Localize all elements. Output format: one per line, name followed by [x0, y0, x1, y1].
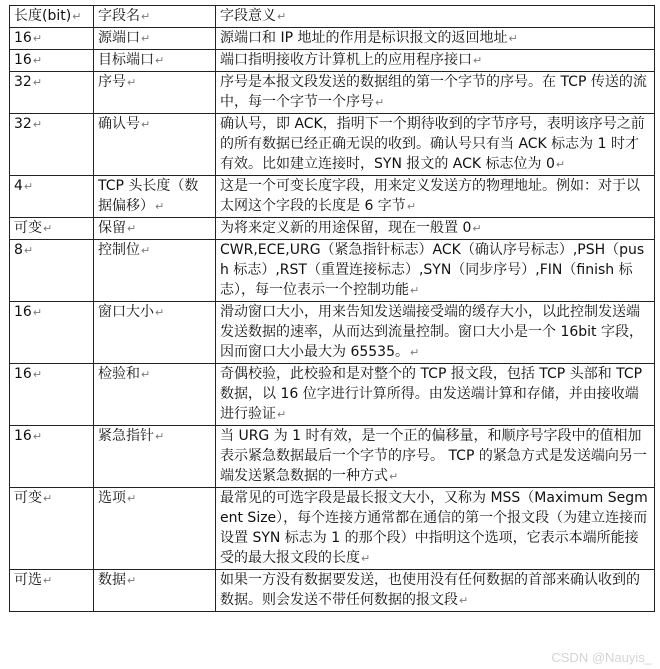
paragraph-mark-icon: ↵: [155, 430, 165, 443]
cell-length: 16↵: [10, 426, 94, 488]
paragraph-mark-icon: ↵: [155, 54, 165, 67]
cell-length: 可变↵: [10, 218, 94, 240]
table-head: [10, 6, 655, 28]
cell-field-meaning: 序号是本报文段发送的数据组的第一个字节的序号。在 TCP 传送的流中，每一个字节一个序号↵: [216, 72, 655, 114]
paragraph-mark-icon: ↵: [389, 470, 399, 483]
header-field-meaning: 字段意义↵: [216, 6, 655, 28]
paragraph-mark-icon: ↵: [141, 10, 151, 23]
paragraph-mark-icon: ↵: [141, 244, 151, 257]
paragraph-mark-icon: ↵: [472, 222, 482, 235]
cell-length: 可变↵: [10, 488, 94, 570]
paragraph-mark-icon: ↵: [361, 552, 371, 565]
cell-field-meaning: 端口指明接收方计算机上的应用程序接口↵: [216, 50, 655, 72]
table-row: [10, 50, 655, 72]
cell-length: 8↵: [10, 240, 94, 302]
paragraph-mark-icon: ↵: [32, 76, 43, 89]
cell-length: 16↵: [10, 364, 94, 426]
cell-field-meaning: CWR,ECE,URG（紧急指针标志）ACK（确认序号标志）,PSH（push 标志）,RST（重置连接标志）,SYN（同步序号）,FIN（finish 标志），每一位表示一个控制功能↵: [216, 240, 655, 302]
paragraph-mark-icon: ↵: [32, 32, 43, 45]
table-row: [10, 72, 655, 114]
paragraph-mark-icon: ↵: [72, 10, 82, 23]
cell-field-meaning: 源端口和 IP 地址的作用是标识报文的返回地址↵: [216, 28, 655, 50]
cell-field-meaning: 为将来定义新的用途保留，现在一般置 0↵: [216, 218, 655, 240]
cell-length: 可选↵: [10, 570, 94, 612]
cell-length: 16↵: [10, 28, 94, 50]
paragraph-mark-icon: ↵: [127, 222, 137, 235]
paragraph-mark-icon: ↵: [32, 430, 43, 443]
table-row: [10, 364, 655, 426]
watermark: CSDN @Nauyis_: [551, 650, 652, 665]
paragraph-mark-icon: ↵: [406, 200, 417, 213]
cell-field-meaning: 如果一方没有数据要发送，也使用没有任何数据的首部来确认收到的数据。则会发送不带任何数据的报文段↵: [216, 570, 655, 612]
cell-field-name: TCP 头长度（数据偏移）↵: [94, 176, 216, 218]
paragraph-mark-icon: ↵: [43, 492, 53, 505]
paragraph-mark-icon: ↵: [410, 346, 420, 359]
paragraph-mark-icon: ↵: [32, 118, 43, 131]
paragraph-mark-icon: ↵: [410, 284, 420, 297]
table-row: [10, 302, 655, 364]
paragraph-mark-icon: ↵: [43, 574, 53, 587]
cell-field-name: 控制位↵: [94, 240, 216, 302]
paragraph-mark-icon: ↵: [23, 180, 34, 193]
paragraph-mark-icon: ↵: [32, 54, 43, 67]
cell-length: 16↵: [10, 50, 94, 72]
header-row: [10, 6, 655, 28]
table-row: [10, 176, 655, 218]
table-row: [10, 218, 655, 240]
table-row: [10, 570, 655, 612]
cell-field-name: 紧急指针↵: [94, 426, 216, 488]
table-row: [10, 488, 655, 570]
paragraph-mark-icon: ↵: [32, 368, 43, 381]
paragraph-mark-icon: ↵: [141, 368, 151, 381]
header-length: 长度(bit)↵: [10, 6, 94, 28]
cell-field-name: 数据↵: [94, 570, 216, 612]
cell-field-name: 选项↵: [94, 488, 216, 570]
paragraph-mark-icon: ↵: [127, 492, 137, 505]
table-row: [10, 240, 655, 302]
paragraph-mark-icon: ↵: [473, 54, 483, 67]
header-field-name: 字段名↵: [94, 6, 216, 28]
cell-field-meaning: 确认号，即 ACK，指明下一个期待收到的字节序号，表明该序号之前的所有数据已经正确无误的收到。确认号只有当 ACK 标志为 1 时才有效。比如建立连接时，SYN 报文的 ACK 标志位为 0↵: [216, 114, 655, 176]
table-row: [10, 426, 655, 488]
paragraph-mark-icon: ↵: [141, 118, 151, 131]
paragraph-mark-icon: ↵: [127, 574, 137, 587]
cell-length: 16↵: [10, 302, 94, 364]
cell-length: 32↵: [10, 72, 94, 114]
table-body: [10, 28, 655, 612]
cell-field-meaning: 奇偶校验，此校验和是对整个的 TCP 报文段，包括 TCP 头部和 TCP 数据，以 16 位字进行计算所得。由发送端计算和存储，并由接收端进行验证↵: [216, 364, 655, 426]
paragraph-mark-icon: ↵: [43, 222, 53, 235]
paragraph-mark-icon: ↵: [277, 10, 287, 23]
cell-field-name: 确认号↵: [94, 114, 216, 176]
paragraph-mark-icon: ↵: [141, 32, 151, 45]
cell-field-name: 窗口大小↵: [94, 302, 216, 364]
cell-field-name: 源端口↵: [94, 28, 216, 50]
table-row: [10, 114, 655, 176]
cell-field-meaning: 这是一个可变长度字段，用来定义发送方的物理地址。例如：对于以太网这个字段的长度是 6 字节↵: [216, 176, 655, 218]
paragraph-mark-icon: ↵: [508, 32, 518, 45]
cell-field-name: 序号↵: [94, 72, 216, 114]
paragraph-mark-icon: ↵: [32, 306, 43, 319]
paragraph-mark-icon: ↵: [459, 594, 469, 607]
paragraph-mark-icon: ↵: [375, 96, 385, 109]
cell-field-meaning: 当 URG 为 1 时有效，是一个正的偏移量，和顺序号字段中的值相加表示紧急数据最后一个字节的序号。 TCP 的紧急方式是发送端向另一端发送紧急数据的一种方式↵: [216, 426, 655, 488]
paragraph-mark-icon: ↵: [555, 158, 566, 171]
paragraph-mark-icon: ↵: [155, 306, 165, 319]
cell-field-name: 检验和↵: [94, 364, 216, 426]
paragraph-mark-icon: ↵: [23, 244, 34, 257]
tcp-header-fields-table: [9, 5, 655, 612]
paragraph-mark-icon: ↵: [127, 76, 137, 89]
cell-length: 4↵: [10, 176, 94, 218]
paragraph-mark-icon: ↵: [155, 200, 165, 213]
cell-field-name: 保留↵: [94, 218, 216, 240]
cell-field-meaning: 最常见的可选字段是最长报文大小，又称为 MSS（Maximum Segment Size），每个连接方通常都在通信的第一个报文段（为建立连接而设置 SYN 标志为 1 的那个段）中指明这个选项，它表示本端所能接受的最大报文段的长度↵: [216, 488, 655, 570]
paragraph-mark-icon: ↵: [277, 408, 287, 421]
cell-length: 32↵: [10, 114, 94, 176]
cell-field-meaning: 滑动窗口大小，用来告知发送端接受端的缓存大小，以此控制发送端发送数据的速率，从而达到流量控制。窗口大小是一个 16bit 字段，因而窗口大小最大为 65535。↵: [216, 302, 655, 364]
table-row: [10, 28, 655, 50]
cell-field-name: 目标端口↵: [94, 50, 216, 72]
